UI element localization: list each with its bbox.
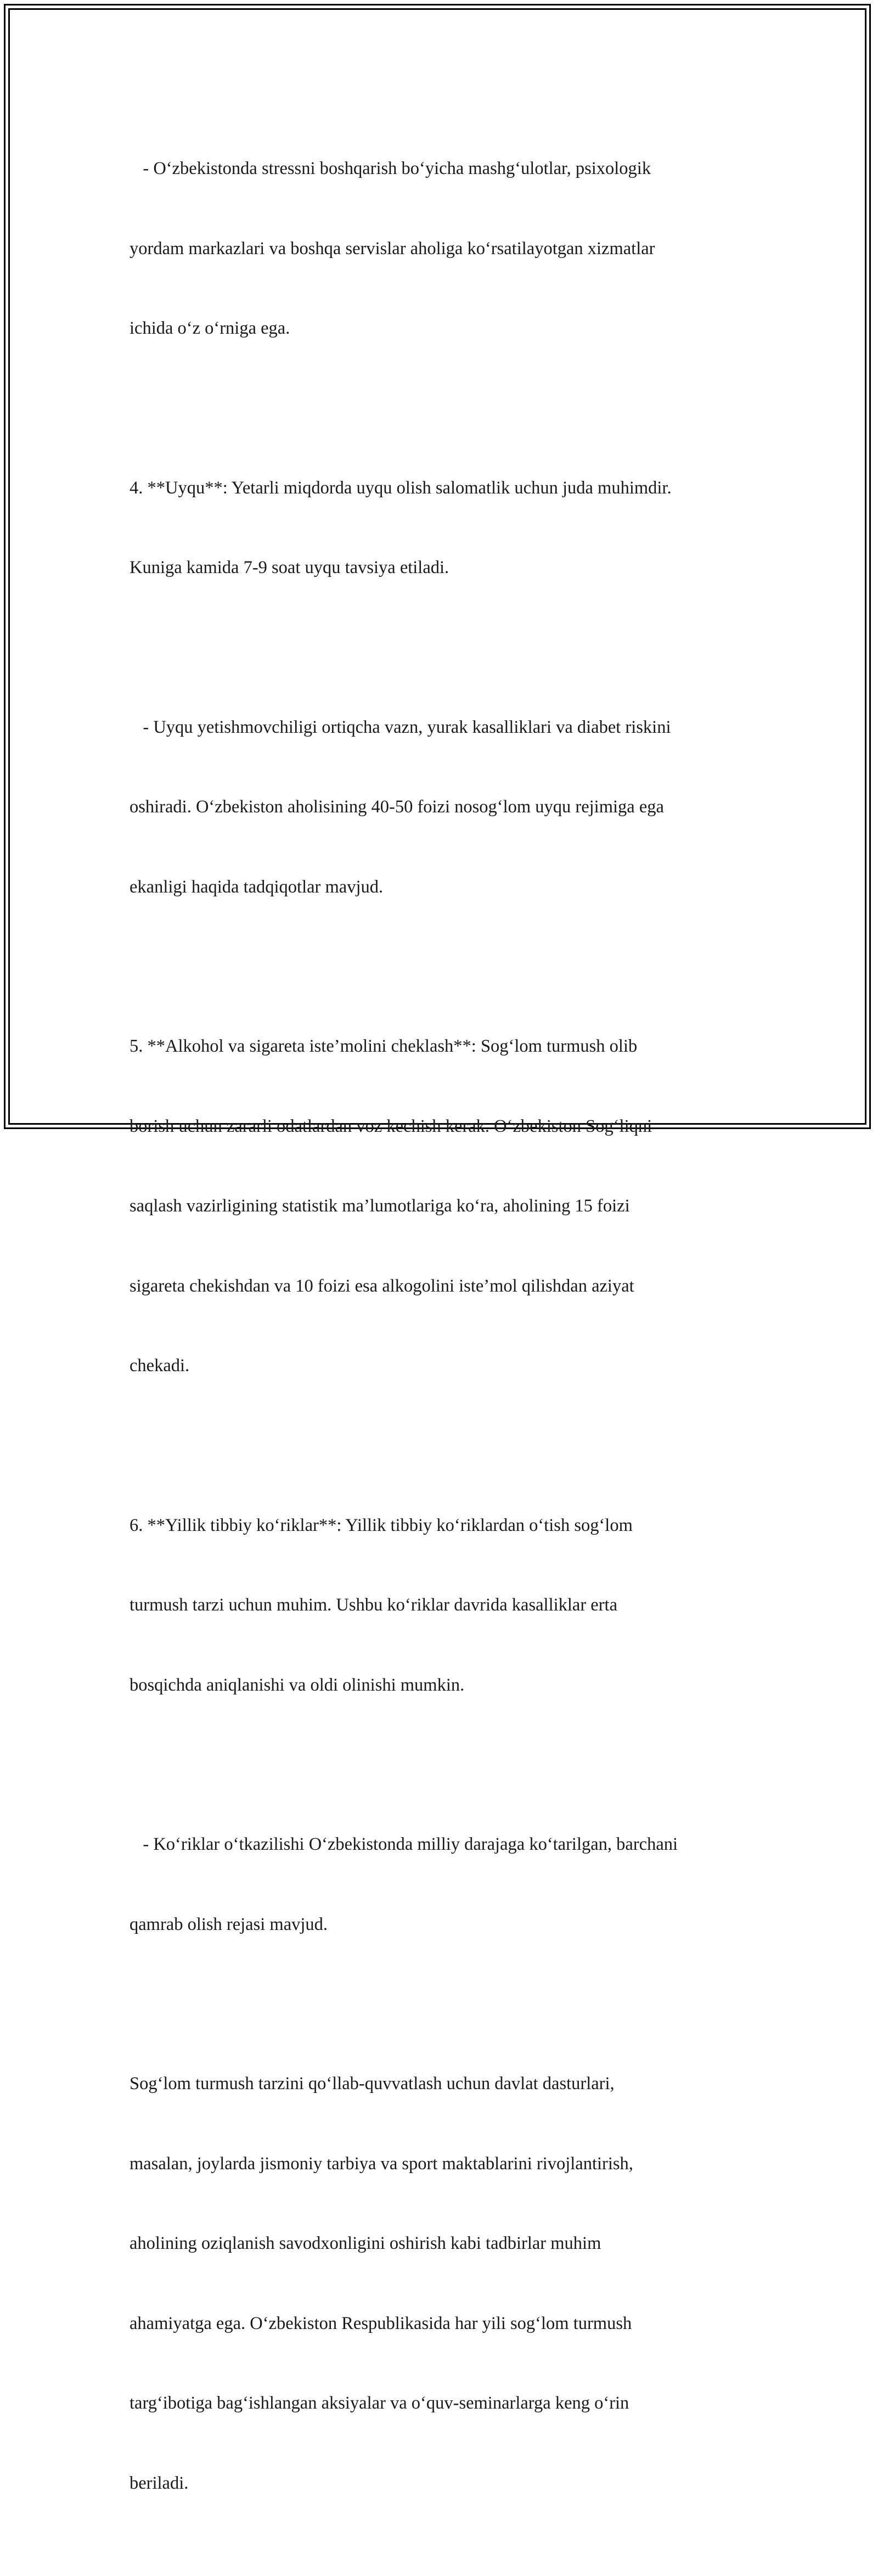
text-line: targ‘ibotiga bag‘ishlangan aksiyalar va o‘quv-seminarlarga keng o‘rin [130, 2393, 629, 2413]
text-line: 5. **Alkohol va sigareta iste’molini cheklash**: Sog‘lom turmush olib [130, 1036, 638, 1056]
paragraph-alcohol-tobacco [130, 980, 750, 1433]
text-line: chekadi. [130, 1356, 190, 1376]
text-line: masalan, joylarda jismoniy tarbiya va sport maktablarini rivojlantirish, [130, 2153, 633, 2174]
text-line: Kuniga kamida 7-9 soat uyqu tavsiya etiladi. [130, 558, 449, 577]
text-line: beriladi. [130, 2473, 189, 2493]
text-line: 4. **Uyqu**: Yetarli miqdorda uyqu olish salomatlik uchun juda muhimdir. [130, 478, 672, 498]
text-line: ekanligi haqida tadqiqotlar mavjud. [130, 877, 384, 897]
text-line: 6. **Yillik tibbiy ko‘riklar**: Yillik tibbiy ko‘riklardan o‘tish sog‘lom [130, 1515, 633, 1535]
text-line: qamrab olish rejasi mavjud. [130, 1914, 328, 1934]
text-line: Sog‘lom turmush tarzini qo‘llab-quvvatlash uchun davlat dasturlari, [130, 2074, 615, 2094]
paragraph-checkups-national [130, 1778, 750, 1991]
text-line: ahamiyatga ega. O‘zbekiston Respublikasida har yili sog‘lom turmush [130, 2313, 632, 2333]
document-body [130, 102, 750, 2576]
paragraph-sleep-deficit [130, 661, 750, 954]
paragraph-stress-services [130, 102, 750, 395]
paragraph-annual-checkups [130, 1459, 750, 1752]
text-line: oshiradi. O‘zbekiston aholisining 40-50 foizi nosog‘lom uyqu rejimiga ega [130, 797, 664, 817]
text-line: saqlash vazirligining statistik ma’lumotlariga ko‘ra, aholining 15 foizi [130, 1196, 630, 1216]
text-line: turmush tarzi uchun muhim. Ushbu ko‘riklar davrida kasalliklar erta [130, 1595, 617, 1615]
text-line: ichida o‘z o‘rniga ega. [130, 318, 290, 338]
text-line: - Uyqu yetishmovchiligi ortiqcha vazn, yurak kasalliklari va diabet riskini [130, 717, 671, 737]
text-line: borish uchun zararli odatlardan voz kechish kerak. O‘zbekiston Sog‘liqni [130, 1116, 652, 1136]
text-line: sigareta chekishdan va 10 foizi esa alkogolini iste’mol qilishdan aziyat [130, 1276, 634, 1296]
paragraph-sleep [130, 422, 750, 635]
text-line: aholining oziqlanish savodxonligini oshirish kabi tadbirlar muhim [130, 2233, 601, 2253]
text-line: - O‘zbekistonda stressni boshqarish bo‘yicha mashg‘ulotlar, psixologik [130, 159, 651, 178]
text-line: yordam markazlari va boshqa servislar aholiga ko‘rsatilayotgan xizmatlar [130, 238, 655, 259]
paragraph-state-programs [130, 2017, 750, 2550]
text-line: bosqichda aniqlanishi va oldi olinishi mumkin. [130, 1675, 465, 1695]
text-line: - Ko‘riklar o‘tkazilishi O‘zbekistonda milliy darajaga ko‘tarilgan, barchani [130, 1834, 678, 1854]
